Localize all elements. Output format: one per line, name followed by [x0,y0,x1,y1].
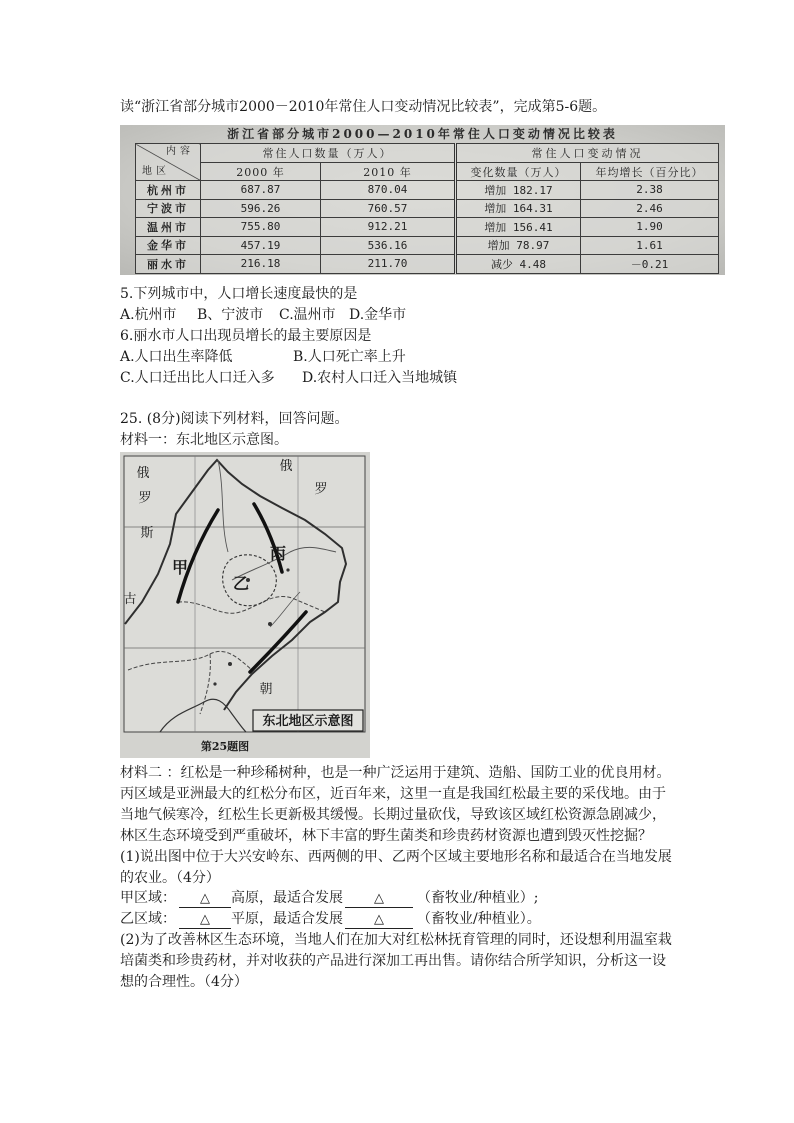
col-header-2000: 2000 年 [201,163,321,181]
map-title: 东北地区示意图 [262,714,354,729]
label-russia-north-2: 罗 [314,482,328,497]
label-region-bing: 丙 [269,544,287,563]
table-subheader-row [136,163,719,181]
pop-2000-cell: 216.18 [201,255,321,274]
material2-line: 当地气候寒冷，红松生长更新极其缓慢。长期过量砍伐，导致该区域红松资源急剧减少， [120,807,666,823]
corner-bottom-label: 地区 [142,166,170,177]
intro-text: 读“浙江省部分城市2000－2010年常住人口变动情况比较表”，完成第5-6题。 [120,99,607,115]
change-cell: 增加 156.41 [456,218,581,237]
city-cell: 温州市 [136,218,201,237]
q6-option-a: A.人口出生率降低 [120,349,233,365]
city-cell: 金华市 [136,236,201,255]
change-cell: 减少 4.48 [456,255,581,274]
answer-yi-blank-terrain: △ [179,911,231,929]
table-row [136,199,719,218]
change-cell: 增加 78.97 [456,236,581,255]
col-header-change: 变化数量（万人） [456,163,581,181]
change-cell: 增加 182.17 [456,181,581,200]
answer-yi-blank-agriculture: △ [345,911,413,929]
pop-2010-cell: 211.70 [321,255,456,274]
answer-jia-blank-terrain: △ [179,890,231,908]
q5-stem: 5.下列城市中，人口增长速度最快的是 [120,286,358,302]
material2-line: 材料二 ：红松是一种珍稀树种，也是一种广泛运用于建筑、造船、国防工业的优良用材。 [120,765,671,781]
city-cell: 丽水市 [136,255,201,274]
northeast-map-image [120,452,370,758]
pop-2000-cell: 687.87 [201,181,321,200]
q5-option-c: C.温州市 [279,307,336,323]
label-region-yi: 乙 [232,574,250,593]
map-frame [124,456,365,732]
label-korea: 朝 [259,682,273,697]
q6-option-b: B.人口死亡率上升 [293,349,406,365]
label-russia-west-3: 斯 [140,526,154,541]
q5-option-b: B、宁波市 [197,307,264,323]
table-title: 浙江省部分城市2000—2010年常住人口变动情况比较表 [227,127,618,141]
table-row [136,181,719,200]
answer-yi-mid: 平原，最适合发展 [231,911,343,927]
table-row [136,236,719,255]
answer-jia-suffix: （畜牧业/种植业）; [417,890,539,906]
map-caption: 第25题图 [200,740,250,753]
material2-line: 丙区域是亚洲最大的红松分布区，近百年来，这里一直是我国红松最主要的采伐地。由于 [120,786,666,802]
q5-option-d: D.金华市 [349,307,407,323]
label-region-jia: 甲 [171,558,189,577]
answer-jia-prefix: 甲区域： [120,890,176,906]
sub2-line: (2)为了改善林区生态环境，当地人们在加大对红松林抚育管理的同时，还设想利用温室栽 [120,932,672,948]
sub1-line: 的农业。（4分） [120,870,220,886]
sub2-line: 想的合理性。（4分） [120,974,248,990]
growth-cell: 2.46 [581,199,719,218]
answer-yi-prefix: 乙区域： [120,911,176,927]
answer-jia-blank-agriculture: △ [345,890,413,908]
answer-line-jia [120,887,538,909]
table-header-row [136,144,719,163]
label-russia-west-2: 罗 [138,491,152,506]
q6-option-d: D.农村人口迁入当地城镇 [302,370,458,386]
material1-text: 材料一：东北地区示意图。 [120,432,288,448]
table-row [136,255,719,274]
answer-line-yi [120,908,541,930]
col-header-growth: 年均增长（百分比） [581,163,719,181]
sub1-line: (1)说出图中位于大兴安岭东、西两侧的甲、乙两个区域主要地形名称和最适合在当地发展 [120,849,672,865]
answer-yi-suffix: （畜牧业/种植业）。 [417,911,541,927]
q25-header: 25. (8分)阅读下列材料，回答问题。 [120,411,349,427]
table-corner-cell [136,144,201,181]
population-table-image [120,125,725,275]
col-header-2010: 2010 年 [321,163,456,181]
header-group-population: 常住人口数量（万人） [201,144,456,163]
sub2-line: 培菌类和珍贵药材，并对收获的产品进行深加工再出售。请你结合所学知识，分析这一设 [120,953,666,969]
label-russia-north-1: 俄 [279,459,293,474]
q5-option-a: A.杭州市 [120,307,177,323]
label-russia-west-1: 俄 [136,466,150,481]
pop-2000-cell: 457.19 [201,236,321,255]
growth-cell: 2.38 [581,181,719,200]
growth-cell: 1.90 [581,218,719,237]
answer-jia-mid: 高原，最适合发展 [231,890,343,906]
header-group-change: 常住人口变动情况 [456,144,719,163]
pop-2010-cell: 912.21 [321,218,456,237]
label-mongolia: 古 [123,592,137,607]
material2-line: 林区生态环境受到严重破坏，林下丰富的野生菌类和珍贵药材资源也遭到毁灭性挖掘？ [120,828,652,844]
city-cell: 宁波市 [136,199,201,218]
q6-stem: 6.丽水市人口出现员增长的最主要原因是 [120,328,372,344]
corner-top-label: 内容 [166,146,194,157]
pop-2010-cell: 536.16 [321,236,456,255]
population-table [135,143,719,274]
q6-option-c: C.人口迁出比人口迁入多 [120,370,275,386]
pop-2010-cell: 870.04 [321,181,456,200]
growth-cell: －0.21 [581,255,719,274]
pop-2000-cell: 755.80 [201,218,321,237]
pop-2000-cell: 596.26 [201,199,321,218]
pop-2010-cell: 760.57 [321,199,456,218]
growth-cell: 1.61 [581,236,719,255]
change-cell: 增加 164.31 [456,199,581,218]
city-cell: 杭州市 [136,181,201,200]
table-row [136,218,719,237]
